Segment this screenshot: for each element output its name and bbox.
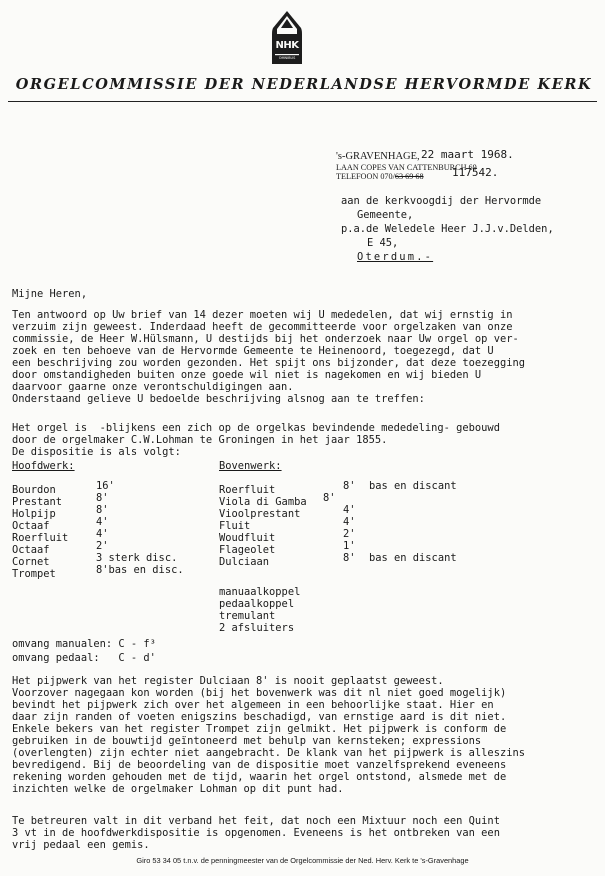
accessory-item: tremulant xyxy=(219,610,276,622)
text-line: bevredigend. Bij de beoordeling van de dispositie moet vanzelfsprekend eveneens xyxy=(12,759,507,771)
recipient-line-1: aan de kerkvoogdij der Hervormde xyxy=(341,195,542,207)
text-line: commissie, de Heer W.Hülsmann, U destijds bij het onderzoek naar Uw orgel op ver- xyxy=(12,333,519,345)
text-line: inzichten welke de orgelmaker Lohman op dit punt had. xyxy=(12,783,344,795)
register-size: 8' xyxy=(323,492,336,504)
register-size: 4' xyxy=(96,516,109,528)
sender-phone xyxy=(336,172,424,181)
register-size: 2' xyxy=(343,528,356,540)
register-row xyxy=(12,480,115,496)
text-line: door omstandigheden buiten onze goede wil niet is nagekomen en wij bieden U xyxy=(12,369,482,381)
text-line: daarvoor gaarne onze verontschuldigingen aan. xyxy=(12,381,294,393)
register-name: Flageolet xyxy=(219,544,276,556)
paragraph-4 xyxy=(12,815,500,851)
register-row xyxy=(219,504,356,520)
text-line: Enkele bekers van het register Trompet zijn gelmikt. Het pijpwerk is conform de xyxy=(12,723,507,735)
register-name: Woudfluit xyxy=(219,532,276,544)
register-size: 8' xyxy=(96,504,109,516)
register-row xyxy=(219,516,356,532)
paragraph-1 xyxy=(12,309,525,405)
paragraph-2 xyxy=(12,422,500,458)
register-size: 4' xyxy=(343,504,356,516)
register-note: bas en discant xyxy=(369,480,457,492)
register-size: 3 sterk disc. xyxy=(96,552,178,564)
text-line: Ten antwoord op Uw brief van 14 dezer moeten wij U mededelen, dat wij ernstig in xyxy=(12,309,513,321)
text-line: een beschrijving zou worden gezonden. Het spijt ons bijzonder, dat deze toezegging xyxy=(12,357,525,369)
register-name: Cornet xyxy=(12,556,50,568)
register-size: 2' xyxy=(96,540,109,552)
compass-manuals: omvang manualen: C - f³ xyxy=(12,638,156,650)
register-name: Holpijp xyxy=(12,508,56,520)
logo-subtext: OMNIBUS xyxy=(278,56,296,60)
register-size: 8'bas en disc. xyxy=(96,564,184,576)
register-row xyxy=(12,540,109,556)
register-name: Viola di Gamba xyxy=(219,496,307,508)
register-size: 8' xyxy=(343,552,356,564)
footer-giro: Giro 53 34 05 t.n.v. de penningmeester van de Orgelcommissie der Ned. Herv. Kerk te 's-Gravenhage xyxy=(136,856,469,865)
register-name: Dulciaan xyxy=(219,556,270,568)
text-line: vrij pedaal een gemis. xyxy=(12,839,150,851)
letter-date: 22 maart 1968. xyxy=(421,148,514,161)
recipient-line-4: E 45, xyxy=(367,237,399,249)
register-name: Fluit xyxy=(219,520,251,532)
register-size: 8' xyxy=(96,492,109,504)
register-name: Octaaf xyxy=(12,520,50,532)
text-line: (overlengten) zijn echter niet aangebracht. De klank van het pijpwerk is alleszins xyxy=(12,747,525,759)
recipient-line-5: Oterdum.- xyxy=(357,251,434,263)
compass-pedal: omvang pedaal: C - d' xyxy=(12,652,156,664)
text-line: Onderstaand gelieve U bedoelde beschrijving alsnog aan te treffen: xyxy=(12,393,425,405)
text-line: De dispositie is als volgt: xyxy=(12,446,181,458)
register-name: Vioolprestant xyxy=(219,508,301,520)
register-name: Roerfluit xyxy=(12,532,69,544)
text-line: Het pijpwerk van het register Dulciaan 8' is nooit geplaatst geweest. xyxy=(12,675,444,687)
register-size: 8' xyxy=(343,480,356,492)
hoofdwerk-list xyxy=(12,480,184,580)
bovenwerk-title: Bovenwerk: xyxy=(219,460,282,472)
register-row xyxy=(219,492,336,508)
accessory-item: manuaalkoppel xyxy=(219,586,301,598)
phone-label: TELEFOON 070/ xyxy=(336,172,395,181)
register-row xyxy=(219,540,356,556)
register-row xyxy=(12,564,184,580)
reference-number: 117542. xyxy=(452,166,499,179)
register-row xyxy=(12,516,109,532)
text-line: rekening worden gehouden met de tijd, waarin het orgel ontstond, alsmede met de xyxy=(12,771,507,783)
text-line: Voorzover nagegaan kon worden (bij het bovenwerk was dit nl niet goed mogelijk) xyxy=(12,687,507,699)
register-name: Roerfluit xyxy=(219,484,276,496)
register-row xyxy=(12,504,109,520)
accessories-list xyxy=(219,586,300,634)
accessory-item: pedaalkoppel xyxy=(219,598,295,610)
bovenwerk-list xyxy=(219,480,457,568)
register-name: Trompet xyxy=(12,568,56,580)
text-line: door de orgelmaker C.W.Lohman te Groningen in het jaar 1855. xyxy=(12,434,388,446)
organization-name: ORGELCOMMISSIE DER NEDERLANDSE HERVORMDE KERK xyxy=(15,76,593,93)
recipient-line-3: p.a.de Weledele Heer J.J.v.Delden, xyxy=(341,223,554,235)
sender-address: LAAN COPES VAN CATTENBURCH 69 xyxy=(336,163,477,172)
hoofdwerk-title: Hoofdwerk: xyxy=(12,460,75,472)
register-size: 16' xyxy=(96,480,115,492)
register-size: 4' xyxy=(343,516,356,528)
register-note: bas en discant xyxy=(369,552,457,564)
sender-city: 's-GRAVENHAGE, xyxy=(336,151,420,162)
phone-struck: 63 69 68 xyxy=(394,172,424,181)
text-line: verzuim zijn geweest. Inderdaad heeft de gecommitteerde voor orgelzaken van onze xyxy=(12,321,513,333)
text-line: zoek en ten behoeve van de Hervormde Gemeente te Heinenoord, toegezegd, dat U xyxy=(12,345,494,357)
header-rule xyxy=(8,101,597,102)
text-line: gebruiken in de bouwtijd geïntoneerd met behulp van kernsteken; expressions xyxy=(12,735,482,747)
paragraph-3 xyxy=(12,675,525,795)
text-line: Te betreuren valt in dit verband het feit, dat noch een Mixtuur noch een Quint xyxy=(12,815,500,827)
text-line: 3 vt in de hoofdwerkdispositie is opgenomen. Eveneens is het ontbreken van een xyxy=(12,827,500,839)
register-row xyxy=(219,552,457,568)
nhk-logo xyxy=(267,10,307,66)
logo-text: NHK xyxy=(275,40,299,51)
register-row xyxy=(219,480,457,496)
register-row xyxy=(12,492,109,508)
accessory-item: 2 afsluiters xyxy=(219,622,295,634)
text-line: bevindt het pijpwerk zich over het algemeen in een behoorlijke staat. Hier en xyxy=(12,699,494,711)
register-row xyxy=(219,528,356,544)
register-name: Bourdon xyxy=(12,484,56,496)
recipient-line-2: Gemeente, xyxy=(357,209,414,221)
text-line: Het orgel is -blijkens een zich op de orgelkas bevindende mededeling- gebouwd xyxy=(12,422,500,434)
salutation: Mijne Heren, xyxy=(12,288,88,300)
register-size: 4' xyxy=(96,528,109,540)
register-size: 1' xyxy=(343,540,356,552)
register-name: Octaaf xyxy=(12,544,50,556)
register-row xyxy=(12,528,109,544)
register-name: Prestant xyxy=(12,496,63,508)
register-row xyxy=(12,552,178,568)
text-line: daar zijn randen of voeten enigszins beschadigd, van ernstige aard is dit niet. xyxy=(12,711,507,723)
